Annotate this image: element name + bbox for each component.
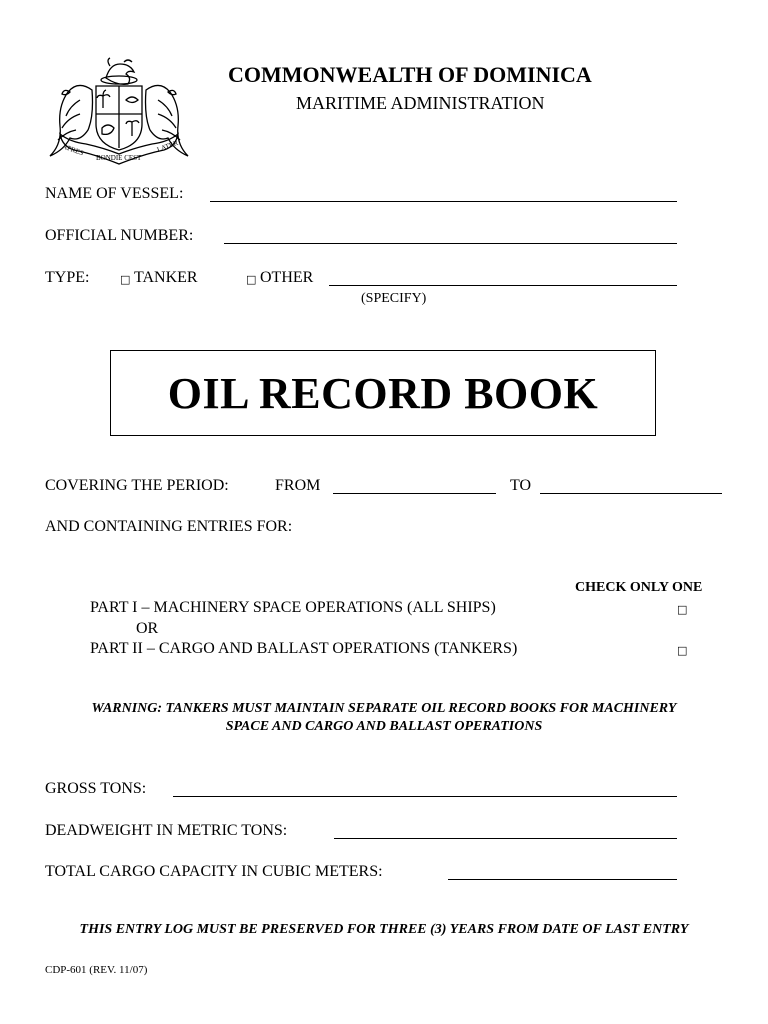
warning-line-2: SPACE AND CARGO AND BALLAST OPERATIONS	[225, 719, 543, 734]
seal-motto-right: LATER	[155, 138, 180, 154]
agency-title: COMMONWEALTH OF DOMINICA	[228, 62, 592, 87]
part1-label: PART I – MACHINERY SPACE OPERATIONS (ALL SHIPS)	[90, 599, 496, 616]
period-from-field[interactable]	[333, 493, 496, 494]
form-number: CDP-601 (REV. 11/07)	[45, 964, 148, 976]
check-only-one-label: CHECK ONLY ONE	[575, 580, 703, 595]
entries-label: AND CONTAINING ENTRIES FOR:	[45, 518, 293, 535]
tanker-checkbox[interactable]: □	[120, 273, 131, 286]
gross-tons-field[interactable]	[173, 796, 677, 797]
period-label: COVERING THE PERIOD:	[45, 477, 229, 494]
deadweight-label: DEADWEIGHT IN METRIC TONS:	[45, 822, 288, 839]
warning-line-1: WARNING: TANKERS MUST MAINTAIN SEPARATE OIL RECORD BOOKS FOR MACHINERY	[91, 701, 677, 716]
official-number-label: OFFICIAL NUMBER:	[45, 227, 194, 244]
period-from-label: FROM	[275, 477, 321, 494]
coat-of-arms-seal	[40, 56, 198, 168]
seal-motto-bottom: BONDIE CEST	[96, 154, 142, 162]
gross-tons-label: GROSS TONS:	[45, 780, 147, 797]
or-label: OR	[136, 620, 159, 637]
vessel-name-label: NAME OF VESSEL:	[45, 185, 184, 202]
tanker-label: TANKER	[134, 269, 198, 286]
cargo-capacity-field[interactable]	[448, 879, 677, 880]
document-title: OIL RECORD BOOK	[167, 368, 599, 418]
agency-subtitle: MARITIME ADMINISTRATION	[296, 93, 545, 113]
period-to-field[interactable]	[540, 493, 722, 494]
period-to-label: TO	[510, 477, 532, 494]
document-title-box	[110, 350, 656, 436]
part2-label: PART II – CARGO AND BALLAST OPERATIONS (TANKERS)	[90, 640, 518, 657]
other-label: OTHER	[260, 269, 314, 286]
other-specify-field[interactable]	[329, 285, 677, 286]
part2-checkbox[interactable]: □	[677, 644, 688, 657]
type-label: TYPE:	[45, 269, 90, 286]
other-checkbox[interactable]: □	[246, 273, 257, 286]
vessel-name-field[interactable]	[210, 201, 677, 202]
part1-checkbox[interactable]: □	[677, 603, 688, 616]
preserve-notice: THIS ENTRY LOG MUST BE PRESERVED FOR THREE (3) YEARS FROM DATE OF LAST ENTRY	[79, 922, 689, 937]
cargo-capacity-label: TOTAL CARGO CAPACITY IN CUBIC METERS:	[45, 863, 383, 880]
deadweight-field[interactable]	[334, 838, 677, 839]
official-number-field[interactable]	[224, 243, 677, 244]
specify-label: (SPECIFY)	[361, 291, 427, 306]
seal-motto-left: APRES	[61, 142, 85, 158]
